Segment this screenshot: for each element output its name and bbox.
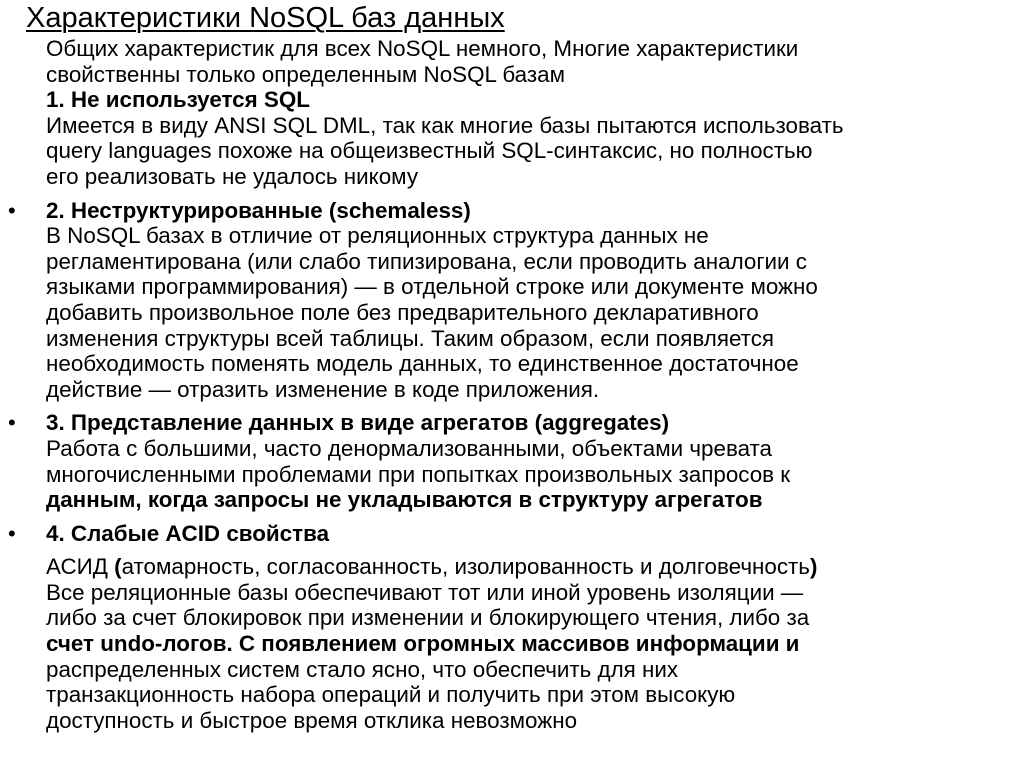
section-3 xyxy=(8,410,1016,513)
bullet-4: • xyxy=(8,520,16,546)
section-4-heading: 4. Слабые ACID свойства xyxy=(46,520,330,546)
acid-terms: атомарность, согласованность, изолированность и долговечность xyxy=(121,554,810,580)
acid-prefix: АСИД xyxy=(46,554,115,580)
section-4-line-2: либо за счет блокировок при изменении и блокирующего чтения, либо за xyxy=(46,605,810,631)
slide-content xyxy=(8,36,1016,733)
section-2-heading: 2. Неструктурированные (schemaless) xyxy=(46,197,471,223)
section-1-line-1: Имеется в виду ANSI SQL DML, так как многие базы пытаются использовать xyxy=(46,112,844,138)
acid-open-paren: ( xyxy=(114,554,122,580)
section-2-line-2: регламентирована (или слабо типизирована, если проводить аналогии с xyxy=(46,248,807,274)
section-3-bold-line: данным, когда запросы не укладываются в структуру агрегатов xyxy=(46,487,763,513)
section-2-line-4: добавить произвольное поле без предварительного декларативного xyxy=(46,299,759,325)
section-4-bold-line: счет undo-логов. С появлением огромных массивов информации и xyxy=(46,631,800,657)
section-2 xyxy=(8,197,1016,403)
section-4-line-3: распределенных систем стало ясно, что обеспечить для них xyxy=(46,656,679,682)
section-3-line-1: Работа с большими, часто денормализованными, объектами чревата xyxy=(46,435,773,461)
section-4-line-5: доступность и быстрое время отклика невозможно xyxy=(46,707,578,733)
section-2-line-6: необходимость поменять модель данных, то единственное достаточное xyxy=(46,351,799,377)
section-1-line-3: его реализовать не удалось никому xyxy=(46,163,419,189)
section-3-heading: 3. Представление данных в виде агрегатов (aggregates) xyxy=(46,410,670,436)
intro-line-1: Общих характеристик для всех NoSQL немного, Многие характеристики xyxy=(46,36,799,61)
section-4-line-4: транзакционность набора операций и получить при этом высокую xyxy=(46,682,736,708)
section-1-line-2: query languages похоже на общеизвестный SQL-синтаксис, но полностью xyxy=(46,138,813,164)
bullet-3: • xyxy=(8,410,16,436)
section-2-line-3: языками программирования) — в отдельной строке или документе можно xyxy=(46,274,818,300)
section-4-acid-line xyxy=(46,554,1016,580)
section-3-line-2: многочисленными проблемами при попытках произвольных запросов к xyxy=(46,461,791,487)
section-2-line-5: изменения структуры всей таблицы. Таким образом, если появляется xyxy=(46,325,775,351)
section-2-line-1: В NoSQL базах в отличие от реляционных структура данных не xyxy=(46,223,709,249)
bullet-2: • xyxy=(8,197,16,223)
slide-title: Характеристики NoSQL баз данных xyxy=(26,2,505,34)
section-4 xyxy=(8,520,1016,734)
section-2-line-7: действие — отразить изменение в коде приложения. xyxy=(46,376,600,402)
acid-close-paren: ) xyxy=(809,554,818,580)
section-4-line-1: Все реляционные базы обеспечивают тот или иной уровень изоляции — xyxy=(46,579,804,605)
section-1-heading: 1. Не используется SQL xyxy=(46,87,310,113)
section-1 xyxy=(46,87,1016,189)
intro-line-2: свойственны только определенным NoSQL базам xyxy=(46,61,565,87)
